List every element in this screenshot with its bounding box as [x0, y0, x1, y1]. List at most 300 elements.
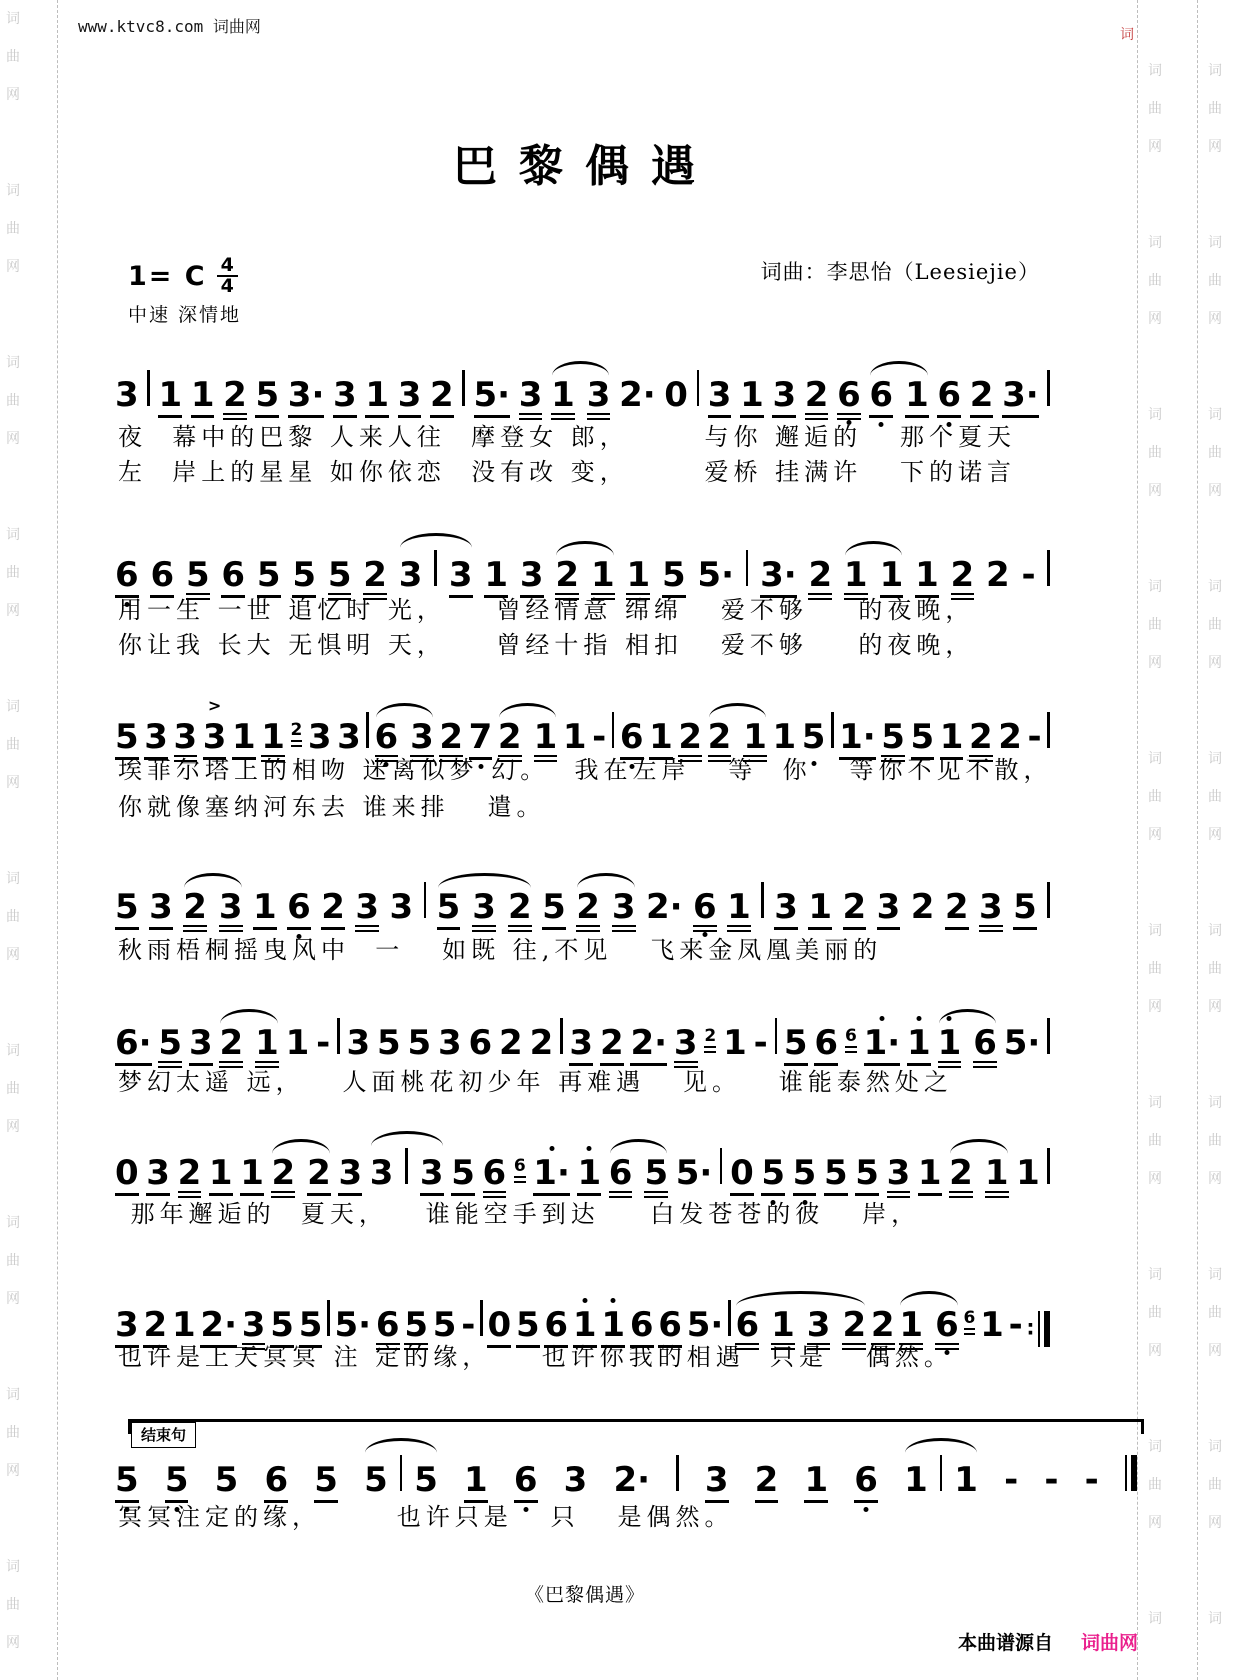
- note: 2: [508, 890, 532, 932]
- note: 3: [587, 378, 611, 420]
- note: 3: [705, 1463, 729, 1503]
- note: 3: [174, 720, 198, 762]
- note: 1: [985, 1156, 1009, 1198]
- note: 0: [115, 1156, 139, 1196]
- note: 3: [774, 890, 798, 930]
- side-watermark-char: 词: [1148, 751, 1162, 767]
- side-watermark-char: 网: [1208, 827, 1222, 843]
- note: 6: [693, 890, 717, 932]
- note: 2: [363, 558, 387, 600]
- high-octave-dot: [549, 1146, 554, 1151]
- side-watermark-char: 曲: [6, 49, 20, 65]
- barline: [405, 1148, 408, 1184]
- note: 1: [577, 1156, 601, 1196]
- note: 5: [270, 1308, 294, 1348]
- note: 2: [498, 720, 522, 762]
- note: 2: [910, 887, 935, 927]
- side-watermark-char: 曲: [1208, 273, 1222, 289]
- source-attribution: [958, 1628, 1138, 1655]
- note: 1: [191, 378, 215, 418]
- barline: [560, 1018, 563, 1054]
- note: 2: [704, 1028, 716, 1053]
- side-watermark-char: 网: [1208, 999, 1222, 1015]
- note: 2: [499, 1023, 523, 1063]
- note: 5: [299, 1308, 323, 1348]
- high-octave-dot: [947, 1016, 952, 1021]
- coda-bracket-line: [128, 1419, 1144, 1434]
- note: 2: [307, 1156, 331, 1196]
- note: 6: [264, 1463, 288, 1503]
- source-prefix-text: 本曲谱源自: [957, 1632, 1053, 1654]
- side-watermark-char: 曲: [1208, 617, 1222, 633]
- side-watermark-char: 词: [1208, 235, 1222, 251]
- side-watermark-char: 曲: [1208, 961, 1222, 977]
- note: 3: [355, 890, 379, 932]
- tie-arc: [400, 533, 472, 548]
- note: 2: [271, 1156, 295, 1198]
- note: 5: [516, 1308, 540, 1348]
- note: 6: [964, 1310, 976, 1335]
- note: 5: [158, 1026, 182, 1068]
- note: 3: [438, 1023, 462, 1063]
- note: 5: [802, 720, 826, 754]
- high-octave-dot: [582, 1298, 587, 1303]
- note: 3: [144, 720, 168, 760]
- side-watermark-char: 网: [1148, 311, 1162, 327]
- note: 1: [240, 1156, 264, 1196]
- note: 2: [843, 890, 867, 930]
- side-watermark-char: 词: [1208, 1267, 1222, 1283]
- note: 1: [954, 1460, 978, 1500]
- side-watermark-char: 曲: [1208, 101, 1222, 117]
- side-watermark-char: 曲: [6, 1081, 20, 1097]
- side-watermark-char: 曲: [6, 1425, 20, 1441]
- tie-arc: [870, 361, 927, 376]
- high-octave-dot: [879, 1016, 884, 1021]
- note: 5: [328, 558, 352, 600]
- note: 3: [115, 1308, 139, 1348]
- note: 1: [285, 1023, 310, 1063]
- note: 5·: [697, 555, 734, 595]
- tie-group: [370, 1148, 444, 1196]
- tie-group: [904, 1455, 978, 1500]
- side-watermark-char: 曲: [1148, 101, 1162, 117]
- notation-line-5: [115, 1018, 1050, 1068]
- side-watermark-char: 词: [1148, 1267, 1162, 1283]
- note: 5: [376, 1023, 401, 1063]
- note: -: [1008, 1305, 1023, 1345]
- note: 2: [576, 890, 600, 932]
- side-watermark-char: 网: [6, 87, 20, 103]
- lyric-line: 你就像塞纳河东去 谁来排 遣。: [118, 793, 546, 821]
- note: 1: [904, 1460, 928, 1500]
- note: 6: [514, 1158, 526, 1183]
- side-watermark-char: 词: [1208, 579, 1222, 595]
- side-watermark-char: 词: [6, 1559, 20, 1575]
- note: 3: [333, 378, 357, 418]
- barline: [327, 1300, 330, 1336]
- note: 1: [562, 717, 587, 757]
- note: 2: [949, 1156, 973, 1198]
- side-watermark-char: 曲: [1208, 1305, 1222, 1321]
- note: 1: [938, 1026, 962, 1068]
- note: 6: [735, 1308, 759, 1350]
- tie-group: [364, 1455, 438, 1500]
- note: 5: [115, 890, 139, 930]
- side-watermark-char: 曲: [1148, 961, 1162, 977]
- side-watermark-char: 网: [1208, 1171, 1222, 1187]
- barline: [761, 882, 764, 918]
- lyric-line: 秋雨梧桐摇曳风中 一 如既 往,不见 飞来金凤凰美丽的: [118, 936, 883, 964]
- note: 3: [877, 890, 901, 930]
- side-watermark-char: 曲: [6, 393, 20, 409]
- barline: [400, 1455, 403, 1491]
- note: 1: [804, 1463, 828, 1503]
- key-signature: 1= C: [128, 260, 207, 292]
- lyric-line: 梦幻太遥 远， 人面桃花初少年 再难遇 见。 谁能泰然处之: [118, 1068, 953, 1096]
- note: 6: [115, 558, 139, 598]
- note: 3: [219, 890, 243, 932]
- note: 3: [612, 890, 636, 932]
- side-watermark-char: 词: [1148, 1439, 1162, 1455]
- barline: [746, 550, 749, 586]
- note: 2: [439, 720, 463, 762]
- side-watermark-char: 曲: [6, 1597, 20, 1613]
- note: 5: [292, 558, 316, 598]
- note: 0: [730, 1156, 754, 1196]
- tie-arc: [577, 873, 634, 888]
- side-watermark-char: 曲: [1208, 445, 1222, 461]
- tie-arc: [845, 541, 902, 556]
- note: 3: [410, 720, 434, 762]
- note: 5: [437, 890, 461, 930]
- note: 6: [544, 1308, 568, 1348]
- note: 2: [143, 1308, 167, 1348]
- note: 3: [189, 1026, 213, 1066]
- note: 1: [464, 1463, 488, 1503]
- red-watermark-char: 词: [1120, 27, 1134, 43]
- note: 1: [261, 720, 285, 762]
- note: 1: [232, 720, 256, 760]
- note: 2: [600, 1026, 624, 1066]
- note: 1: [727, 890, 751, 932]
- note: 2: [805, 378, 829, 420]
- side-watermark-char: 曲: [1148, 1477, 1162, 1493]
- note: 2: [223, 378, 247, 420]
- note: 1: [551, 378, 575, 420]
- thin-bar: [1125, 1455, 1128, 1491]
- note: 6: [837, 378, 861, 420]
- tie-arc: [552, 361, 609, 376]
- note: 3·: [288, 378, 325, 418]
- lyric-line: 你让我 长大 无惧明 天， 曾经十指 相扣 爱不够 的夜晚，: [118, 631, 975, 659]
- note: 3·: [1002, 378, 1039, 418]
- note: 5: [414, 1460, 438, 1500]
- note: 3: [420, 1156, 444, 1196]
- note: 3: [772, 378, 796, 418]
- song-title: 巴黎偶遇: [453, 141, 717, 192]
- note: -: [1044, 1460, 1059, 1500]
- note: 6: [845, 1028, 857, 1053]
- note: 1: [365, 378, 389, 418]
- side-watermark-char: 曲: [1148, 1305, 1162, 1321]
- note: 5: [881, 720, 905, 762]
- side-watermark-char: 词: [1208, 1095, 1222, 1111]
- note: 2: [321, 890, 345, 930]
- barline: [612, 712, 615, 748]
- note: 3: [389, 887, 414, 927]
- note: 2: [555, 558, 579, 600]
- note: 5: [855, 1156, 879, 1196]
- note: 6: [854, 1463, 878, 1503]
- side-watermark-char: 曲: [1208, 1133, 1222, 1149]
- note: 5: [911, 720, 935, 760]
- tie-arc: [900, 1291, 957, 1306]
- note: 2: [219, 1026, 243, 1068]
- lyric-line: 埃菲尔塔上的相吻 迷离似梦 幻。 我在左岸 等 你 等你不见不散，: [118, 756, 1053, 784]
- side-watermark-char: 词: [1208, 923, 1222, 939]
- barline: [424, 882, 427, 918]
- note: 3: [369, 1153, 394, 1193]
- barline: [1047, 882, 1050, 918]
- side-watermark-char: 词: [6, 11, 20, 27]
- barline: [775, 1018, 778, 1054]
- side-watermark-char: 词: [1208, 407, 1222, 423]
- note: 5: [761, 1156, 785, 1196]
- note: 3: [563, 1460, 588, 1500]
- note: 5: [214, 1460, 239, 1500]
- side-watermark-char: 词: [1208, 1611, 1222, 1627]
- note: 6: [150, 558, 174, 598]
- note: 2: [951, 558, 975, 600]
- note: 6: [630, 1308, 654, 1348]
- tie-arc: [365, 1438, 437, 1453]
- note: 3: [398, 555, 423, 595]
- barline: [1047, 1018, 1050, 1054]
- note: 6: [375, 720, 399, 762]
- note: 5: [165, 1463, 189, 1503]
- lyric-line: 夜 幕中的巴黎 人来人往 摩登女 郎， 与你 邂逅的 那个夏天: [118, 423, 1017, 451]
- note: 2: [755, 1463, 779, 1503]
- time-signature-denominator: 4: [220, 275, 234, 298]
- note: 2: [998, 717, 1022, 757]
- note: 5·: [334, 1305, 372, 1345]
- side-watermark-char: 网: [6, 775, 20, 791]
- barline: [366, 712, 369, 748]
- note: 1: [905, 378, 929, 418]
- note: 1: [534, 720, 558, 762]
- footer-song-title: 《巴黎偶遇》: [524, 1584, 645, 1606]
- side-watermark-char: 曲: [1148, 1133, 1162, 1149]
- note: 3: [887, 1156, 911, 1198]
- repeat-dots: ∶: [1027, 1317, 1034, 1341]
- note: -: [753, 1023, 768, 1063]
- note: 5·: [686, 1305, 724, 1345]
- side-watermark-char: 词: [6, 1215, 20, 1231]
- note: 6: [620, 720, 644, 760]
- note: 3: [338, 1156, 362, 1196]
- note: 6: [483, 1156, 507, 1198]
- note: 3: [346, 1023, 371, 1063]
- notation-line-1: [115, 370, 1050, 420]
- tie-group: [608, 1153, 669, 1198]
- note: 3: [807, 1308, 831, 1350]
- side-watermark-char: 网: [6, 947, 20, 963]
- barline: [676, 1455, 679, 1491]
- lyric-line: 冥冥注定的缘， 也许只是 只 是偶然。: [118, 1503, 734, 1531]
- side-watermark-char: 网: [1208, 655, 1222, 671]
- side-watermark-char: 网: [1148, 655, 1162, 671]
- note: 1: [601, 1308, 625, 1348]
- barline: [1047, 370, 1050, 406]
- note: 6: [287, 890, 311, 930]
- side-watermark-char: 网: [6, 1463, 20, 1479]
- note: 2: [945, 890, 969, 930]
- note: 3 >: [203, 720, 227, 760]
- side-watermark-char: 网: [6, 1635, 20, 1651]
- note: 1: [907, 1026, 931, 1066]
- lyric-line: 用一生 一世 追忆时 光， 曾经情意 绵绵 爱不够 的夜晚，: [118, 596, 975, 624]
- side-watermark-char: 网: [1148, 999, 1162, 1015]
- notation-line-6: [115, 1148, 1050, 1198]
- note: 1: [484, 558, 508, 598]
- side-watermark-char: 网: [6, 603, 20, 619]
- side-watermark-char: 词: [1148, 63, 1162, 79]
- note: 5: [364, 1460, 388, 1500]
- note: -: [316, 1023, 331, 1063]
- tie-group: [551, 375, 611, 420]
- note: 6: [514, 1463, 538, 1503]
- note: 3: [569, 1026, 593, 1066]
- side-watermark-char: 词: [1148, 235, 1162, 251]
- note: 1: [591, 558, 615, 600]
- tie-arc: [371, 1131, 443, 1146]
- note: 5·: [474, 378, 511, 418]
- barline: [434, 550, 437, 586]
- note: 1: [743, 720, 767, 762]
- note: 3: [115, 375, 139, 415]
- note: -: [1084, 1460, 1099, 1500]
- note: 2: [529, 1023, 554, 1063]
- note: 5: [451, 1156, 475, 1196]
- note: 1: [771, 1308, 795, 1350]
- note: 5: [407, 1023, 432, 1063]
- note: 1: [880, 558, 904, 598]
- note: 5: [793, 1156, 817, 1196]
- side-watermark-char: 曲: [6, 565, 20, 581]
- tie-group: [949, 1153, 1009, 1198]
- note: 3: [146, 1156, 170, 1196]
- note: -: [1027, 717, 1042, 757]
- note: 1: [772, 717, 797, 757]
- source-site-name: 词曲网: [1080, 1632, 1138, 1654]
- side-watermark-char: 曲: [6, 1253, 20, 1269]
- side-watermark-char: 网: [1208, 311, 1222, 327]
- note: 2: [969, 720, 993, 762]
- note: -: [1021, 555, 1036, 595]
- barline: [940, 1455, 943, 1491]
- barline: [1047, 550, 1050, 586]
- side-watermark-char: 网: [1148, 1343, 1162, 1359]
- note: 3: [242, 1308, 266, 1350]
- note: 5: [257, 558, 281, 598]
- barline: [728, 1300, 731, 1336]
- note: 6: [869, 378, 893, 418]
- side-watermark-char: 词: [1208, 751, 1222, 767]
- barline: [147, 370, 150, 406]
- note: 5: [255, 378, 279, 418]
- note: 0: [664, 375, 688, 415]
- note: 1: [158, 378, 182, 418]
- side-watermark-char: 网: [1208, 1343, 1222, 1359]
- side-watermark-char: 网: [1148, 139, 1162, 155]
- note: 5: [824, 1156, 848, 1196]
- side-watermark-char: 网: [6, 1119, 20, 1135]
- note: -: [461, 1305, 476, 1345]
- tie-group: [576, 887, 636, 932]
- note: 6: [935, 1308, 959, 1350]
- note: 2: [808, 558, 832, 600]
- note: 3: [520, 558, 544, 598]
- side-watermark-char: 曲: [6, 221, 20, 237]
- final-barline: [1125, 1455, 1137, 1491]
- side-watermark-char: 网: [6, 259, 20, 275]
- side-watermark-char: 词: [6, 1043, 20, 1059]
- side-watermark-char: 词: [6, 355, 20, 371]
- side-watermark-char: 词: [1148, 1611, 1162, 1627]
- note: 1·: [839, 720, 876, 760]
- composer-credit: 词曲：李思怡（Leesiejie）: [760, 260, 1040, 284]
- note: 5: [1013, 890, 1037, 930]
- note: 0: [487, 1308, 511, 1348]
- note: 1: [899, 1308, 923, 1350]
- side-watermark-char: 曲: [1148, 789, 1162, 805]
- note: 1: [808, 890, 832, 930]
- side-watermark-char: 网: [1208, 1515, 1222, 1531]
- side-watermark-char: 曲: [1148, 617, 1162, 633]
- note: 1: [255, 1026, 279, 1068]
- note: 5: [432, 1305, 457, 1345]
- note: 3: [307, 717, 332, 757]
- note: 7: [469, 720, 493, 760]
- side-watermark-char: 网: [6, 431, 20, 447]
- note: 6: [376, 1308, 400, 1350]
- side-watermark-char: 网: [1148, 827, 1162, 843]
- note: 2·: [619, 375, 656, 415]
- note: 1: [171, 1305, 196, 1345]
- tie-arc: [556, 541, 613, 556]
- side-watermark-char: 词: [1208, 63, 1222, 79]
- thick-bar: [1131, 1455, 1137, 1491]
- note: 2: [970, 378, 994, 418]
- tie-arc: [184, 873, 241, 888]
- tempo-marking: 中速 深情地: [128, 304, 242, 326]
- side-watermark-char: 曲: [1148, 445, 1162, 461]
- coda-section-label: 结束句: [131, 1422, 196, 1448]
- note: 2: [430, 378, 454, 418]
- note: 6: [609, 1156, 633, 1198]
- side-watermark-char: 词: [6, 871, 20, 887]
- note: 5·: [675, 1153, 713, 1193]
- tie-arc: [376, 703, 433, 718]
- note: 2·: [646, 887, 683, 927]
- note: 5: [314, 1463, 338, 1503]
- note: 6: [973, 1026, 997, 1068]
- note: -: [592, 717, 607, 757]
- note: 1: [844, 558, 868, 600]
- note: 1: [915, 558, 939, 598]
- accent-mark: >: [207, 696, 222, 715]
